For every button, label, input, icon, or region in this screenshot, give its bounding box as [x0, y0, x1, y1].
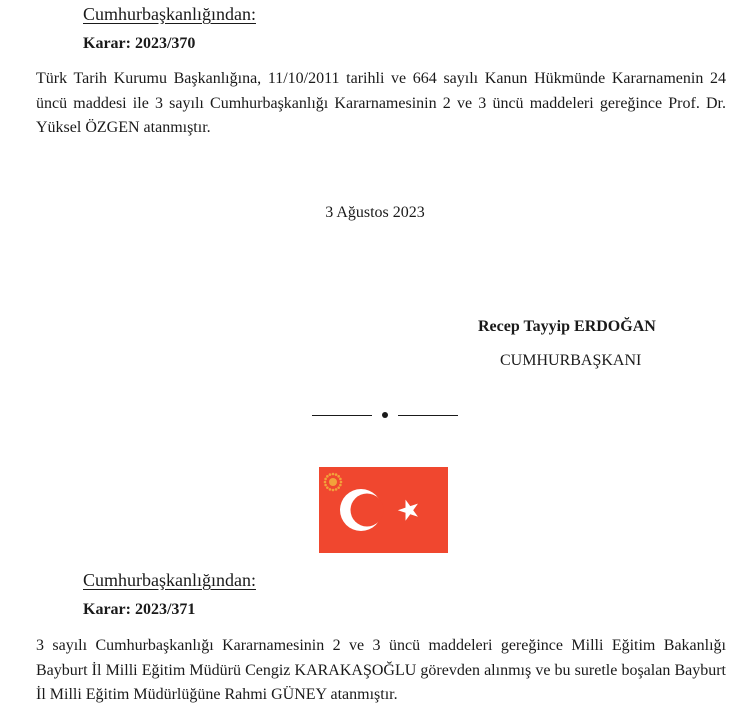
emblem-star	[324, 478, 327, 481]
emblem-star	[326, 486, 329, 489]
emblem-star	[332, 489, 335, 492]
emblem-star	[337, 486, 340, 489]
decision-2-heading: Cumhurbaşkanlığından:	[83, 570, 256, 590]
signer-name: Recep Tayyip ERDOĞAN	[478, 318, 656, 335]
separator-line-right	[398, 415, 458, 416]
separator-line-left	[312, 415, 372, 416]
emblem-star	[324, 481, 327, 484]
turkish-flag-emblem-icon	[319, 467, 448, 553]
decision-date: 3 Ağustos 2023	[325, 204, 425, 221]
emblem-star	[339, 484, 342, 487]
decision-1-number: Karar: 2023/370	[83, 35, 196, 52]
emblem-star	[332, 473, 335, 476]
emblem-star	[329, 473, 332, 476]
crescent-inner	[351, 494, 384, 527]
emblem-star	[335, 488, 338, 491]
emblem-star	[324, 484, 327, 487]
decision-1-heading: Cumhurbaşkanlığından:	[83, 4, 256, 24]
emblem-star	[340, 481, 343, 484]
emblem-star	[335, 473, 338, 476]
emblem-star	[339, 478, 342, 481]
decision-1-paragraph: Türk Tarih Kurumu Başkanlığına, 11/10/2011 tarihli ve 664 sayılı Kanun Hükmünde Kararnamenin 24 üncü maddesi ile 3 sayılı Cumhurbaşkanlığı Kararnamesinin 2 ve 3 üncü maddeleri gereğince Prof. Dr. Yüksel ÖZGEN atanmıştır.	[36, 70, 726, 136]
emblem-star	[329, 488, 332, 491]
separator	[312, 410, 460, 420]
dot-divider-icon	[382, 412, 388, 418]
decision-2-paragraph: 3 sayılı Cumhurbaşkanlığı Kararnamesinin 2 ve 3 üncü maddeleri gereğince Milli Eğitim Bakanlığı Bayburt İl Milli Eğitim Müdürü Cengiz KARAKAŞOĞLU görevden alınmış ve bu suretle boşalan Bayburt İl Milli Eğitim Müdürlüğüne Rahmi GÜNEY atanmıştır.	[36, 637, 726, 703]
signer-title: CUMHURBAŞKANI	[500, 352, 642, 369]
emblem-sun	[329, 478, 337, 486]
emblem-star	[326, 475, 329, 478]
emblem-star	[337, 475, 340, 478]
decision-2-number: Karar: 2023/371	[83, 601, 196, 618]
